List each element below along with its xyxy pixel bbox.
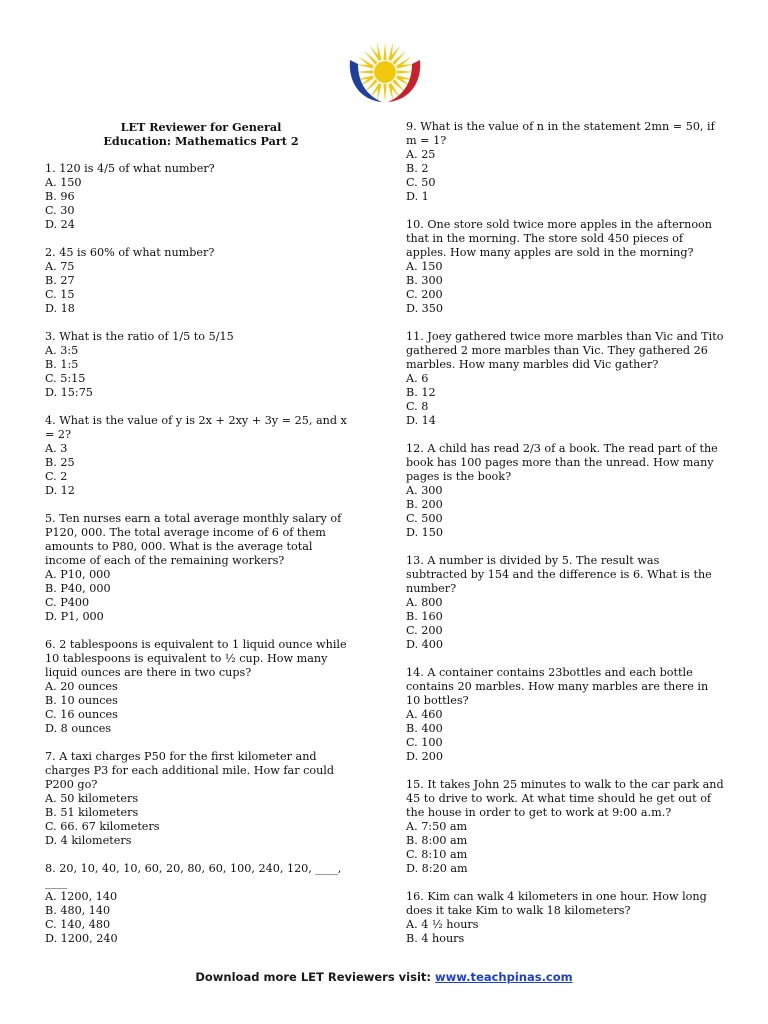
- answer-option: A. 6: [406, 372, 429, 385]
- sun-ray-beam: [383, 42, 386, 60]
- question-block: [406, 890, 724, 946]
- answer-option: B. 400: [406, 722, 443, 735]
- answer-option: C. P400: [45, 596, 90, 609]
- answer-option: D. 200: [406, 750, 444, 763]
- answer-option: C. 8: [406, 400, 429, 413]
- answer-option: D. 150: [406, 526, 444, 539]
- sun-ray-beam: [383, 84, 386, 102]
- answer-option: A. 3:5: [45, 344, 79, 357]
- answer-option: B. 96: [45, 190, 75, 203]
- question-text: 6. 2 tablespoons is equivalent to 1 liquid ounce while 10 tablespoons is equivalent to ½ cup. How many liquid ounces are there in two cups?: [45, 638, 347, 679]
- question-block: [45, 862, 357, 946]
- answer-option: B. 10 ounces: [45, 694, 118, 707]
- footer-link[interactable]: www.teachpinas.com: [435, 970, 573, 984]
- answer-option: B. 2: [406, 162, 429, 175]
- question-block: [45, 162, 357, 232]
- answer-option: C. 500: [406, 512, 443, 525]
- answer-option: A. 800: [406, 596, 443, 609]
- answer-option: C. 200: [406, 288, 443, 301]
- question-text: 11. Joey gathered twice more marbles than Vic and Tito gathered 2 more marbles than Vic. They gathered 26 marbles. How many marbles did Vic gather?: [406, 330, 724, 371]
- answer-option: B. 200: [406, 498, 443, 511]
- question-text: 8. 20, 10, 40, 10, 60, 20, 80, 60, 100, 240, 120, ____, ____: [45, 862, 342, 889]
- document-title: [45, 120, 357, 148]
- question-block: [45, 750, 357, 848]
- answer-option: A. 7:50 am: [406, 820, 468, 833]
- answer-option: D. 350: [406, 302, 444, 315]
- question-text: 4. What is the value of y is 2x + 2xy + 3y = 25, and x = 2?: [45, 414, 347, 441]
- left-question-list: [45, 162, 357, 946]
- answer-option: D. 8:20 am: [406, 862, 468, 875]
- question-text: 5. Ten nurses earn a total average monthly salary of P120, 000. The total average income of 6 of them amounts to P80, 000. What is the average total income of each of the remaining workers?: [45, 512, 342, 567]
- answer-option: D. 4 kilometers: [45, 834, 132, 847]
- left-column: [45, 120, 357, 960]
- answer-option: C. 16 ounces: [45, 708, 118, 721]
- answer-option: C. 140, 480: [45, 918, 111, 931]
- footer-text: Download more LET Reviewers visit:: [195, 970, 432, 984]
- answer-option: B. 51 kilometers: [45, 806, 139, 819]
- answer-option: C. 15: [45, 288, 75, 301]
- sun-ray-beam: [392, 50, 407, 65]
- title-line-1: LET Reviewer for General: [120, 120, 282, 134]
- answer-option: B. 4 hours: [406, 932, 465, 945]
- answer-option: B. 300: [406, 274, 443, 287]
- answer-option: C. 2: [45, 470, 68, 483]
- answer-option: B. 12: [406, 386, 436, 399]
- answer-option: A. 75: [45, 260, 75, 273]
- answer-option: C. 30: [45, 204, 75, 217]
- answer-option: C. 200: [406, 624, 443, 637]
- answer-option: A. 4 ½ hours: [406, 918, 479, 931]
- question-block: [406, 330, 724, 428]
- question-block: [406, 554, 724, 652]
- answer-option: C. 66. 67 kilometers: [45, 820, 160, 833]
- question-text: 14. A container contains 23bottles and each bottle contains 20 marbles. How many marbles are there in 10 bottles?: [406, 666, 709, 707]
- answer-option: A. 150: [45, 176, 82, 189]
- answer-option: D. 400: [406, 638, 444, 651]
- answer-option: A. 25: [406, 148, 436, 161]
- answer-option: A. 150: [406, 260, 443, 273]
- question-text: 10. One store sold twice more apples in the afternoon that in the morning. The store sold 450 pieces of apples. How many apples are sold in the morning?: [406, 218, 712, 259]
- answer-option: B. 480, 140: [45, 904, 111, 917]
- question-text: 7. A taxi charges P50 for the first kilometer and charges P3 for each additional mile. How far could P200 go?: [45, 750, 335, 791]
- question-text: 2. 45 is 60% of what number?: [45, 246, 215, 259]
- question-text: 12. A child has read 2/3 of a book. The read part of the book has 100 pages more than the unread. How many pages is the book?: [406, 442, 718, 483]
- answer-option: A. 300: [406, 484, 443, 497]
- answer-option: D. 8 ounces: [45, 722, 112, 735]
- question-block: [406, 666, 724, 764]
- answer-option: D. 24: [45, 218, 75, 231]
- question-text: 3. What is the ratio of 1/5 to 5/15: [45, 330, 234, 343]
- answer-option: D. P1, 000: [45, 610, 104, 623]
- right-column: [406, 120, 724, 960]
- answer-option: D. 1200, 240: [45, 932, 118, 945]
- answer-option: B. 8:00 am: [406, 834, 468, 847]
- right-question-list: [406, 120, 724, 946]
- sun-disc: [374, 61, 396, 83]
- answer-option: B. 25: [45, 456, 75, 469]
- answer-option: A. 20 ounces: [45, 680, 118, 693]
- answer-option: B. 27: [45, 274, 75, 287]
- question-text: 1. 120 is 4/5 of what number?: [45, 162, 215, 175]
- question-text: 9. What is the value of n in the statement 2mn = 50, if m = 1?: [406, 120, 715, 147]
- answer-option: B. 160: [406, 610, 443, 623]
- answer-option: C. 8:10 am: [406, 848, 468, 861]
- answer-option: D. 14: [406, 414, 436, 427]
- question-block: [406, 218, 724, 316]
- question-block: [45, 330, 357, 400]
- answer-option: A. 460: [406, 708, 443, 721]
- question-block: [45, 638, 357, 736]
- answer-option: A. 50 kilometers: [45, 792, 139, 805]
- answer-option: B. P40, 000: [45, 582, 111, 595]
- answer-option: D. 12: [45, 484, 75, 497]
- sun-ray-beam: [363, 50, 378, 65]
- answer-option: D. 1: [406, 190, 429, 203]
- question-block: [406, 778, 724, 876]
- question-block: [45, 246, 357, 316]
- philippine-sun-logo: [344, 40, 426, 112]
- question-block: [406, 442, 724, 540]
- answer-option: B. 1:5: [45, 358, 79, 371]
- answer-option: A. 1200, 140: [45, 890, 118, 903]
- answer-option: C. 100: [406, 736, 443, 749]
- answer-option: A. P10, 000: [45, 568, 111, 581]
- question-block: [45, 512, 357, 624]
- answer-option: C. 5:15: [45, 372, 86, 385]
- answer-option: C. 50: [406, 176, 436, 189]
- footer: [0, 970, 768, 984]
- answer-option: A. 3: [45, 442, 68, 455]
- question-text: 13. A number is divided by 5. The result was subtracted by 154 and the difference is 6. What is the number?: [406, 554, 712, 595]
- answer-option: D. 18: [45, 302, 75, 315]
- question-block: [45, 414, 357, 498]
- answer-option: D. 15:75: [45, 386, 93, 399]
- title-line-2: Education: Mathematics Part 2: [103, 134, 299, 148]
- question-text: 15. It takes John 25 minutes to walk to the car park and 45 to drive to work. At what time should he get out of the house in order to get to work at 9:00 a.m.?: [406, 778, 724, 819]
- question-block: [406, 120, 724, 204]
- question-text: 16. Kim can walk 4 kilometers in one hour. How long does it take Kim to walk 18 kilometers?: [406, 890, 707, 917]
